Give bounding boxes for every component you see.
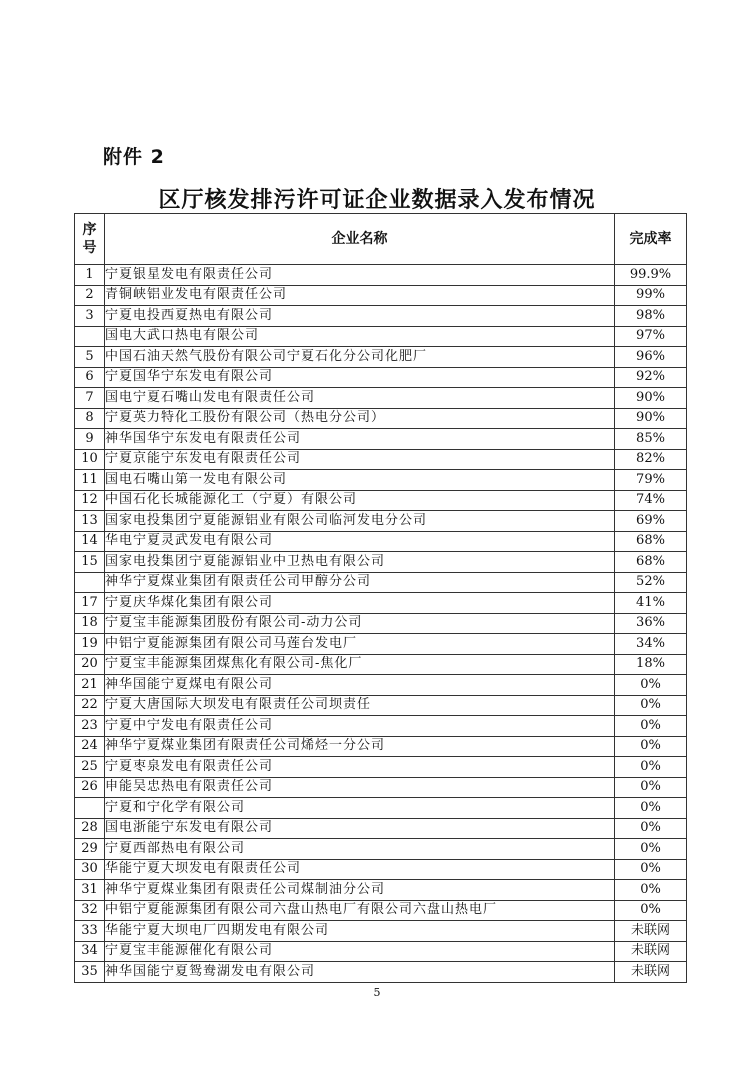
table-row	[75, 367, 687, 388]
row-company-name: 宁夏枣泉发电有限责任公司	[105, 757, 615, 778]
row-completion-rate: 0%	[615, 818, 687, 839]
row-serial-number	[75, 798, 105, 819]
row-company-name: 青铜峡铝业发电有限责任公司	[105, 285, 615, 306]
table-row	[75, 798, 687, 819]
table-row	[75, 470, 687, 491]
table-row	[75, 941, 687, 962]
header-completion-rate: 完成率	[615, 214, 687, 265]
row-completion-rate: 34%	[615, 634, 687, 655]
row-company-name: 国电石嘴山第一发电有限公司	[105, 470, 615, 491]
row-company-name: 神华国能宁夏鸳鸯湖发电有限公司	[105, 962, 615, 983]
row-completion-rate: 0%	[615, 716, 687, 737]
table-row	[75, 634, 687, 655]
row-completion-rate: 82%	[615, 449, 687, 470]
row-company-name: 中国石油天然气股份有限公司宁夏石化分公司化肥厂	[105, 347, 615, 368]
row-serial-number: 24	[75, 736, 105, 757]
row-company-name: 宁夏大唐国际大坝发电有限责任公司坝责任	[105, 695, 615, 716]
row-serial-number: 21	[75, 675, 105, 696]
row-serial-number: 26	[75, 777, 105, 798]
row-completion-rate: 0%	[615, 757, 687, 778]
row-company-name: 神华国华宁东发电有限责任公司	[105, 429, 615, 450]
row-serial-number	[75, 572, 105, 593]
row-completion-rate: 52%	[615, 572, 687, 593]
table-row	[75, 531, 687, 552]
table-row	[75, 265, 687, 286]
table-row	[75, 285, 687, 306]
row-completion-rate: 96%	[615, 347, 687, 368]
row-company-name: 宁夏宝丰能源集团煤焦化有限公司-焦化厂	[105, 654, 615, 675]
row-completion-rate: 92%	[615, 367, 687, 388]
row-completion-rate: 98%	[615, 306, 687, 327]
row-company-name: 宁夏中宁发电有限责任公司	[105, 716, 615, 737]
table-row	[75, 736, 687, 757]
row-serial-number	[75, 326, 105, 347]
row-company-name: 国电宁夏石嘴山发电有限责任公司	[105, 388, 615, 409]
row-serial-number: 19	[75, 634, 105, 655]
row-completion-rate: 18%	[615, 654, 687, 675]
row-serial-number: 20	[75, 654, 105, 675]
row-company-name: 宁夏宝丰能源催化有限公司	[105, 941, 615, 962]
row-serial-number: 14	[75, 531, 105, 552]
row-serial-number: 30	[75, 859, 105, 880]
table-row	[75, 429, 687, 450]
row-completion-rate: 0%	[615, 859, 687, 880]
row-company-name: 国电浙能宁东发电有限公司	[105, 818, 615, 839]
table-row	[75, 654, 687, 675]
row-serial-number: 2	[75, 285, 105, 306]
row-completion-rate: 0%	[615, 798, 687, 819]
row-serial-number: 29	[75, 839, 105, 860]
row-company-name: 宁夏国华宁东发电有限公司	[105, 367, 615, 388]
row-company-name: 宁夏和宁化学有限公司	[105, 798, 615, 819]
row-serial-number: 1	[75, 265, 105, 286]
row-serial-number: 25	[75, 757, 105, 778]
row-serial-number: 23	[75, 716, 105, 737]
row-company-name: 中铝宁夏能源集团有限公司马莲台发电厂	[105, 634, 615, 655]
row-company-name: 宁夏宝丰能源集团股份有限公司-动力公司	[105, 613, 615, 634]
row-completion-rate: 79%	[615, 470, 687, 491]
row-company-name: 华能宁夏大坝电厂四期发电有限公司	[105, 921, 615, 942]
row-company-name: 华能宁夏大坝发电有限责任公司	[105, 859, 615, 880]
row-completion-rate: 69%	[615, 511, 687, 532]
table-row	[75, 408, 687, 429]
header-serial-line2: 号	[82, 240, 97, 256]
table-row	[75, 962, 687, 983]
table-row	[75, 900, 687, 921]
header-serial-line1: 序	[82, 222, 97, 238]
row-serial-number: 5	[75, 347, 105, 368]
table-row	[75, 859, 687, 880]
row-completion-rate: 97%	[615, 326, 687, 347]
row-completion-rate: 99%	[615, 285, 687, 306]
row-company-name: 国家电投集团宁夏能源铝业中卫热电有限公司	[105, 552, 615, 573]
table-row	[75, 675, 687, 696]
row-company-name: 宁夏庆华煤化集团有限公司	[105, 593, 615, 614]
row-company-name: 申能吴忠热电有限责任公司	[105, 777, 615, 798]
table-header-row	[75, 214, 687, 265]
row-company-name: 神华国能宁夏煤电有限公司	[105, 675, 615, 696]
row-completion-rate: 0%	[615, 839, 687, 860]
page-title: 区厅核发排污许可证企业数据录入发布情况	[158, 188, 596, 213]
row-serial-number: 28	[75, 818, 105, 839]
row-serial-number: 12	[75, 490, 105, 511]
row-serial-number: 6	[75, 367, 105, 388]
row-completion-rate: 90%	[615, 388, 687, 409]
row-completion-rate: 68%	[615, 531, 687, 552]
table-row	[75, 716, 687, 737]
row-serial-number: 32	[75, 900, 105, 921]
row-company-name: 宁夏英力特化工股份有限公司（热电分公司）	[105, 408, 615, 429]
row-serial-number: 10	[75, 449, 105, 470]
row-completion-rate: 41%	[615, 593, 687, 614]
row-completion-rate: 68%	[615, 552, 687, 573]
table-row	[75, 613, 687, 634]
table-row	[75, 777, 687, 798]
table-row	[75, 757, 687, 778]
row-serial-number: 35	[75, 962, 105, 983]
row-completion-rate: 0%	[615, 900, 687, 921]
row-serial-number: 8	[75, 408, 105, 429]
row-serial-number: 33	[75, 921, 105, 942]
row-completion-rate: 未联网	[615, 962, 687, 983]
table-row	[75, 552, 687, 573]
row-completion-rate: 99.9%	[615, 265, 687, 286]
table-row	[75, 347, 687, 368]
row-serial-number: 15	[75, 552, 105, 573]
table-row	[75, 490, 687, 511]
attachment-label: 附件 2	[103, 146, 165, 168]
header-serial-number	[75, 214, 105, 265]
table-row	[75, 818, 687, 839]
table-row	[75, 326, 687, 347]
table-row	[75, 388, 687, 409]
row-company-name: 宁夏电投西夏热电有限公司	[105, 306, 615, 327]
row-company-name: 神华宁夏煤业集团有限责任公司烯烃一分公司	[105, 736, 615, 757]
table-body	[75, 265, 687, 983]
row-completion-rate: 0%	[615, 695, 687, 716]
row-serial-number: 31	[75, 880, 105, 901]
table-row	[75, 695, 687, 716]
table-row	[75, 880, 687, 901]
row-serial-number: 18	[75, 613, 105, 634]
row-company-name: 神华宁夏煤业集团有限责任公司煤制油分公司	[105, 880, 615, 901]
row-serial-number: 34	[75, 941, 105, 962]
row-company-name: 国电大武口热电有限公司	[105, 326, 615, 347]
row-completion-rate: 0%	[615, 736, 687, 757]
row-serial-number: 3	[75, 306, 105, 327]
row-company-name: 华电宁夏灵武发电有限公司	[105, 531, 615, 552]
table-row	[75, 839, 687, 860]
row-completion-rate: 0%	[615, 880, 687, 901]
row-serial-number: 13	[75, 511, 105, 532]
row-serial-number: 17	[75, 593, 105, 614]
table-row	[75, 306, 687, 327]
row-completion-rate: 36%	[615, 613, 687, 634]
row-company-name: 宁夏京能宁东发电有限责任公司	[105, 449, 615, 470]
table-row	[75, 449, 687, 470]
row-company-name: 神华宁夏煤业集团有限责任公司甲醇分公司	[105, 572, 615, 593]
row-company-name: 中铝宁夏能源集团有限公司六盘山热电厂有限公司六盘山热电厂	[105, 900, 615, 921]
row-completion-rate: 90%	[615, 408, 687, 429]
header-company-name: 企业名称	[105, 214, 615, 265]
row-serial-number: 9	[75, 429, 105, 450]
row-completion-rate: 未联网	[615, 941, 687, 962]
row-company-name: 中国石化长城能源化工（宁夏）有限公司	[105, 490, 615, 511]
row-completion-rate: 85%	[615, 429, 687, 450]
table-row	[75, 593, 687, 614]
row-completion-rate: 0%	[615, 777, 687, 798]
row-serial-number: 7	[75, 388, 105, 409]
table-row	[75, 921, 687, 942]
row-company-name: 宁夏银星发电有限责任公司	[105, 265, 615, 286]
row-serial-number: 11	[75, 470, 105, 491]
row-completion-rate: 74%	[615, 490, 687, 511]
row-serial-number: 22	[75, 695, 105, 716]
table-row	[75, 511, 687, 532]
row-completion-rate: 0%	[615, 675, 687, 696]
row-company-name: 宁夏西部热电有限公司	[105, 839, 615, 860]
row-completion-rate: 未联网	[615, 921, 687, 942]
company-data-table	[74, 213, 687, 983]
table-row	[75, 572, 687, 593]
row-company-name: 国家电投集团宁夏能源铝业有限公司临河发电分公司	[105, 511, 615, 532]
page-number: 5	[373, 986, 381, 999]
